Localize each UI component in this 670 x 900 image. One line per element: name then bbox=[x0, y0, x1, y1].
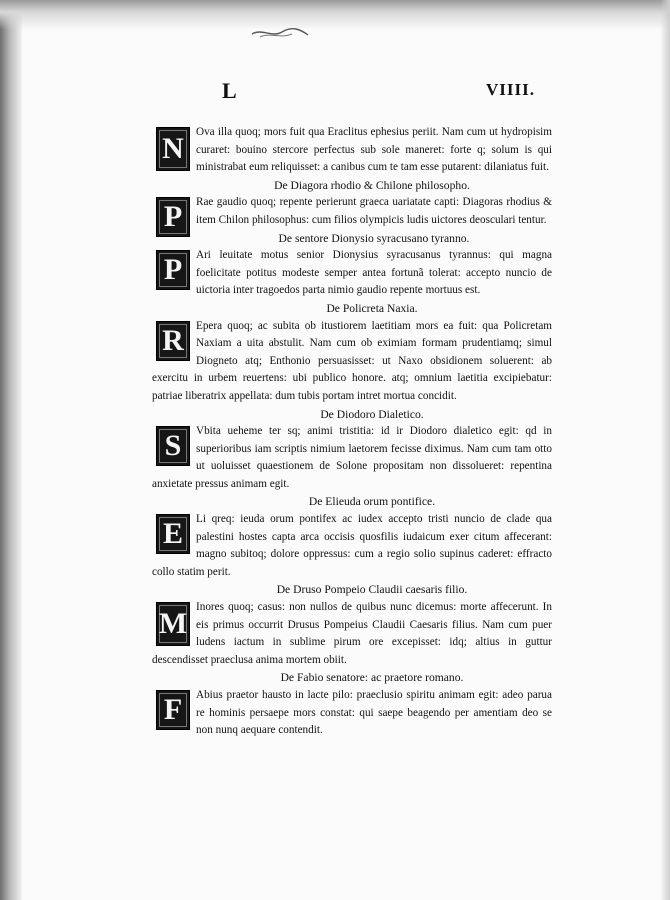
section-body: Inores quoq; casus: non nullos de quibus nunc dicemus: morte affecerunt. In eis primus occurrit Drusus Pompeius Claudii Caesaris filius. Nam cum puer ludens iactum in sublime pirum ore excepisset: idq; altius in guttur descendisset praeclusa anima mortem obiit. bbox=[152, 601, 552, 666]
section-drusus bbox=[152, 581, 552, 669]
decorated-initial: E bbox=[156, 514, 190, 554]
top-page-shadow bbox=[0, 0, 670, 30]
decorated-initial: N bbox=[156, 127, 190, 171]
page-mark bbox=[250, 26, 310, 40]
folio-number: VIIII. bbox=[486, 80, 535, 99]
section-body: Ari leuitate motus senior Dionysius syracusanus tyrannus: qui magna foelicitate potitus modeste semper antea fortunã tolerat: accepto nuncio de uictoria inter tragoedos parta nimio gaudio repente mortuus est. bbox=[196, 249, 552, 297]
section-heading: De Druso Pompeio Claudii caesaris filio. bbox=[276, 583, 468, 597]
section-body: Abius praetor hausto in lacte pilo: praeclusio spiritu animam egit: adeo parua re hominis persaepe mors constat: qui saepe beagendo per amentiam deo se non nunq aequare contendit. bbox=[196, 689, 552, 737]
section-body: Vbita ueheme ter sq; animi tristitia: id ir Diodoro dialetico egit: qd in superioribus iam scriptis nimium laetorem fecisse diximus. Nam cum tam otto ut uoluisset quaestionem de Solone propositam non dissolueret: repentina anxietate pressus animam egit. bbox=[152, 425, 552, 490]
section-body: Ova illa quoq; mors fuit qua Eraclitus ephesius periit. Nam cum ut hydropisim curaret: bouino stercore perfectus sub sole maneret: forte q; solum is qui ministrabat eum reliquisset: a canibus cum te tam esse putarent: dilaniatus fuit. bbox=[196, 126, 552, 174]
section-body: Epera quoq; ac subita ob itustiorem laetitiam mors ea fuit: qua Policretam Naxiam a uita abstulit. Nam cum ob eximiam formam prudentiamq; simul Diogneto atq; Enthonio persuasisset: ut Naxo obsidionem soluerent: ab exercitu in urbem reuertens: ubi publico honore. atq; omnium laetitia excipiebatur: patriae liberatrix appellata: dum tubis portam intret mortua concidit. bbox=[152, 319, 552, 402]
decorated-initial: S bbox=[156, 426, 190, 466]
section-heading: De Policreta Naxia. bbox=[326, 301, 418, 315]
main-text bbox=[152, 124, 552, 740]
decorated-initial: P bbox=[156, 197, 190, 237]
section-body: Rae gaudio quoq; repente perierunt graeca uariatate capti: Diagoras rhodius & item Chilon philosophus: cum filios olympicis ludis uictores deosculari tentur. bbox=[196, 196, 552, 226]
right-page-edge bbox=[660, 0, 670, 900]
section-heading: De Diodoro Dialetico. bbox=[320, 407, 424, 421]
binding-shadow bbox=[0, 0, 22, 900]
decorated-initial: R bbox=[156, 321, 190, 361]
section-heading: De Elieuda orum pontifice. bbox=[308, 495, 436, 509]
section-policreta bbox=[152, 300, 552, 406]
section-dionysius bbox=[152, 230, 552, 300]
section-fabius bbox=[152, 669, 552, 739]
section-diodorus bbox=[152, 406, 552, 494]
section-elieuda bbox=[152, 493, 552, 581]
decorated-initial: P bbox=[156, 250, 190, 290]
section-body: Li qreq: ieuda orum pontifex ac iudex accepto tristi nuncio de clade qua palestini hostes capta arca occisis quosfilis iudaicum exer citum affecerant: magno subitoq; dolore oppressus: cum a regio solio supinus caderet: effracto collo statim perit. bbox=[152, 513, 552, 578]
signature-mark: L bbox=[222, 78, 237, 103]
decorated-initial: M bbox=[156, 602, 190, 646]
section-heading: De Fabio senatore: ac praetore romano. bbox=[280, 671, 464, 685]
section-diagora bbox=[152, 177, 552, 234]
section-heading: De sentore Dionysio syracusano tyranno. bbox=[278, 231, 470, 245]
section-heading: De Diagora rhodio & Chilone philosopho. bbox=[274, 178, 470, 192]
section-eraclitus bbox=[152, 124, 552, 177]
decorated-initial: F bbox=[156, 690, 190, 730]
